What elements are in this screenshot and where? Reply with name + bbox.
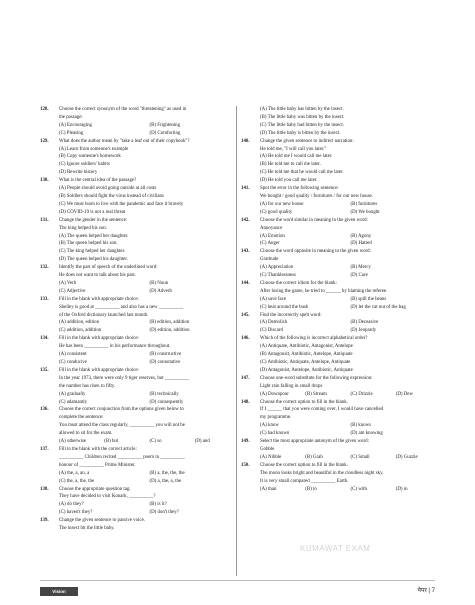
question-text: Which of the following is incorrect alphabetical order? [260,336,368,342]
question-text: What is the central idea of the passage? [59,178,137,184]
question-text: He does not want to talk about his past. [59,273,137,279]
left-column [40,106,240,533]
answer-option: (B) The little baby was bitten by the insect. [260,114,345,120]
options-list [59,280,240,296]
question-text: The insect bit the little baby. [59,526,115,532]
answer-option: (D) am knowing [350,431,383,437]
answer-option: (A) Nibble [260,454,282,460]
answer-option: (A) Verb [59,280,77,286]
answer-option: (A) The little baby has bitten by the insect. [260,107,344,112]
options-list [59,501,240,517]
question-number: 144. [241,280,250,286]
page-number: पेपर | 7 [417,588,435,594]
question-item [241,248,441,280]
answer-option: (C) Thanklessness [260,273,296,279]
options-list [260,454,441,462]
question-text: It is very small compared __________ Earth. [260,478,349,484]
question-number: 149. [241,439,250,445]
answer-option: (B) knows [350,423,372,429]
question-number: 145. [241,312,250,318]
answer-option: (D) Dew [395,391,413,397]
question-item [241,217,441,249]
answer-option: (C) Ignore soldiers' habits [59,162,110,168]
answer-option: (D) Hatred [350,241,372,247]
question-number: 128. [40,107,49,112]
answer-option: (A) do they? [59,502,84,508]
answer-option: (C) adamantly [59,399,88,405]
question-item [40,367,240,407]
question-item [241,185,441,217]
answer-option: (D) COVID-19 is not a real threat [59,209,126,215]
answer-option: (C) He told me that he would call me later. [260,170,344,176]
answer-option: (D) let the cat out of the bag [350,304,406,310]
answer-option: (C) Discard [260,328,283,334]
question-text: Choose the appropriate question tag. [59,486,131,492]
answer-option: (A) Encouraging [59,122,92,128]
question-text: of the Oxford dictionary launched last month. [59,312,149,318]
options-list [59,319,240,335]
question-item [241,335,441,375]
answer-option: (C) the, a, the, the [59,478,95,484]
answer-option: (A) Emotion [260,233,285,239]
question-text: He told me, "I will call you later." [260,146,327,152]
question-item [40,406,240,446]
question-text: Choose the correct option to fill in the blank. [260,399,348,405]
question-text: the number has risen to fifty. [59,383,116,389]
question-number: 135. [40,367,49,373]
answer-option: (B) but [104,439,119,445]
question-text: Light rain falling in small drops [260,383,323,389]
options-list [260,264,441,280]
options-list [59,146,240,178]
answer-option: (A) addition, edition [59,320,100,326]
answer-option: (D) We bought [350,209,380,215]
options-list [260,201,441,217]
question-item [241,280,441,312]
answer-option: (D) and [194,439,210,445]
answer-option: (D) Care [350,273,368,279]
options-list [260,422,441,438]
question-number: 143. [241,249,250,255]
answer-option: (A) People should avoid going outside at all costs [59,186,157,192]
question-text: Choose the correct conjunction from the options given below to [59,407,184,413]
question-item [40,217,240,264]
question-text: Fill in the blank with appropriate choice: [59,296,139,302]
answer-option: (C) Small [350,454,370,460]
question-number: 129. [40,138,49,144]
question-text: Choose the word opposite in meaning to the given word: [260,249,371,255]
answer-option: (D) Antagonist, Antelope, Antibiotic, Antiquate [260,367,353,373]
answer-option: (B) Mercy [350,265,372,271]
answer-option: (A) Antiquate, Antibiotic, Antagonist, Antelope [260,344,353,350]
answer-option: (B) The queen helped his son. [59,241,118,247]
question-item [40,446,240,486]
watermark: KUMAWAT EXAM [300,544,371,553]
answer-option: (C) Antibiotic, Antiquate, Antelope, Antiquate [260,360,351,365]
question-text: You must attend the class regularly, __________ you will not be [59,423,185,429]
footer-rule [40,580,435,581]
question-text: Spot the error in the following sentence: [260,186,339,192]
answer-option: (D) in [395,486,408,492]
answer-option: (C) haven't they? [59,510,93,516]
options-list [260,343,441,375]
answer-option: (B) Noun [149,280,169,286]
question-item [241,138,441,185]
options-list [59,391,240,407]
question-text: We bought / good quality / furnitures / for our new house. [260,193,373,199]
answer-option: (A) Downpour [260,391,289,397]
answer-option: (C) The little baby had bitten by the insect. [260,122,344,128]
column-divider [236,106,237,576]
question-number: 132. [40,265,49,271]
answer-option: (C) We must learn to live with the pandemic and face it bravely [59,201,184,207]
answer-option: (D) The queen helped his daughter. [59,257,128,263]
answer-option: (A) The queen helped her daughter. [59,233,129,239]
answer-option: (A) Learn from someone's example [59,146,129,152]
answer-option: (B) Soldiers should fight the virus instead of civilians [59,193,164,199]
question-text: Find the incorrectly spelt word: [260,312,322,318]
answer-option: (C) so [149,439,162,445]
answer-option: (A) know [260,423,279,429]
question-text: Fill in the blank with the correct article: [59,446,137,452]
options-list [260,296,441,312]
question-number: 140. [241,138,250,144]
answer-option: (B) to [305,486,317,492]
question-item [241,106,441,138]
answer-option: (A) otherwise [59,439,87,445]
question-item [40,264,240,296]
options-list [260,486,441,494]
answer-option: (C) Adjective [59,288,86,294]
answer-option: (B) Copy someone's homework [59,154,121,160]
question-item [40,106,240,138]
question-text: Identify the part of speech of the underlined word: [59,265,158,271]
options-list [59,351,240,367]
question-text: the passage: [59,114,83,120]
answer-option: (A) than [260,486,277,492]
question-text: Gratitude [260,257,279,263]
question-number: 148. [241,399,250,405]
question-number: 131. [40,217,49,223]
question-text: Choose the correct option to fill in the blank. [260,462,348,468]
answer-option: (A) He told me I would call me later. [260,154,333,160]
question-text: The moon looks bright and beautiful in the cloudless night sky. [260,470,384,476]
answer-option: (B) He told me to call me later. [260,162,321,168]
answer-option: (C) beat around the bush [260,304,309,310]
answer-option: (C) good quality [260,209,293,215]
question-text: In the year 1973, there were only 9 tiger reserves, but __________ [59,375,190,381]
options-list [260,106,441,138]
answer-option: (B) Stream [305,391,327,397]
question-text: Change the given sentence to indirect narration: [260,138,354,144]
answer-option: (B) a, the, the, the [149,470,185,476]
answer-option: (D) connotative [149,360,181,365]
options-list [260,319,441,335]
question-number: 138. [40,486,49,492]
question-number: 139. [40,518,49,524]
answer-option: (A) Appreciation [260,265,294,271]
question-text: __________ Children recited __________ poem in __________ [59,454,185,460]
question-number: 147. [241,375,250,381]
answer-option: (D) Adverb [149,288,172,294]
options-list [260,153,441,185]
question-number: 133. [40,296,49,302]
answer-option: (C) Drizzle [350,391,373,397]
question-item [241,312,441,336]
question-item [40,296,240,336]
question-number: 146. [241,336,250,342]
question-item [241,375,441,399]
answer-option: (D) He told you call me later. [260,178,318,184]
question-text: If I ______ that you were coming over, I would have cancelled [260,407,384,413]
question-text: Shelley is good at __________ and also has a new __________ [59,304,184,310]
question-text: Change the given sentence to passive voice. [59,518,145,524]
question-text: Gobble [260,446,275,452]
question-item [40,517,240,533]
options-list [59,122,240,138]
answer-option: (C) The king helped her daughter. [59,249,126,255]
question-number: 150. [241,462,250,468]
answer-option: (B) Agony [350,233,372,239]
answer-option: (D) Guzzle [395,454,418,460]
question-text: Choose the word similar in meaning to the given word: [260,217,368,223]
answer-option: (C) addition, addition [59,328,102,334]
options-list [260,233,441,249]
answer-option: (B) constructive [149,352,182,358]
answer-option: (B) Frightening [149,122,181,128]
question-item [40,335,240,367]
question-text: Fill in the blank with appropriate choice: [59,367,139,373]
answer-option: (A) save face [260,296,287,302]
answer-option: (D) The little baby is bitten by the insect. [260,130,341,136]
question-item [241,438,441,462]
answer-option: (D) don't they? [149,510,179,516]
answer-option: (B) technically [149,391,179,397]
answer-option: (B) Deceasive [350,320,379,326]
answer-option: (C) with [350,486,367,492]
question-number: 137. [40,446,49,452]
question-text: Choose one-word substitute for the following expression: [260,375,373,381]
question-text: Select the most appropriate antonym of the given word: [260,439,369,445]
answer-option: (C) Pleasing [59,130,84,136]
publisher-logo: Vision Publications [40,587,78,596]
question-text: Annoyance [260,225,283,231]
answer-option: (D) Comforting [149,130,181,136]
answer-option: (C) Anger [260,241,280,247]
question-number: 142. [241,217,250,223]
question-text: The king helped his son. [59,225,107,231]
question-text: What does the author mean by "take a leaf out of their copybook"? [59,138,190,144]
question-text: He has been __________ in his performance throughout. [59,344,171,350]
question-number: 130. [40,178,49,184]
question-text: Choose the correct idiom for the blank: [260,280,337,286]
answer-option: (B) furnitures [350,201,378,207]
answer-option: (D) Jeopardy [350,328,377,334]
question-text: allowed to sit for the exam. [59,431,113,437]
answer-option: (A) gradually [59,391,86,397]
answer-option: (D) a, the, a, the [149,478,182,484]
question-number: 136. [40,407,49,413]
question-text: After losing the game, he tried to ______ by blaming the referee. [260,288,388,294]
question-text: They have decided to visit Konark, __________? [59,494,156,500]
answer-option: (C) had known [260,431,290,437]
answer-option: (A) consistent [59,352,87,358]
question-text: Change the gender in the sentence: [59,217,128,223]
answer-option: (D) edition, addition [149,328,190,334]
question-item [241,462,441,494]
question-text: Fill in the blank with appropriate choice: [59,336,139,342]
question-item [40,486,240,518]
right-column [241,106,441,493]
answer-option: (D) Rewrite history [59,170,98,176]
question-text: my programme. [260,415,292,421]
answer-option: (B) is it? [149,502,167,508]
question-item [40,138,240,178]
answer-option: (C) conducive [59,360,87,365]
answer-option: (B) Antagonist, Antibiotic, Antelope, Antiquate [260,352,353,358]
question-number: 141. [241,186,250,192]
options-list [59,233,240,265]
answer-option: (B) Grab [305,454,323,460]
answer-option: (A) Demolish [260,320,288,326]
answer-option: (D) consequently [149,399,184,405]
question-text: complete the sentence: [59,415,104,421]
options-list [260,391,441,399]
question-number: 134. [40,336,49,342]
options-list [59,185,240,217]
question-text: Choose the correct synonym of the word "threatening" as used in [59,107,187,112]
options-list [59,470,240,486]
answer-option: (B) edition, addition [149,320,190,326]
question-text: honour of __________ Prime Minister. [59,462,136,468]
question-item [241,399,441,439]
answer-option: (B) spill the beans [350,296,387,302]
question-item [40,177,240,217]
answer-option: (A) the, a, an, a [59,470,90,476]
options-list [59,438,240,446]
answer-option: (A) for our new house [260,201,304,207]
